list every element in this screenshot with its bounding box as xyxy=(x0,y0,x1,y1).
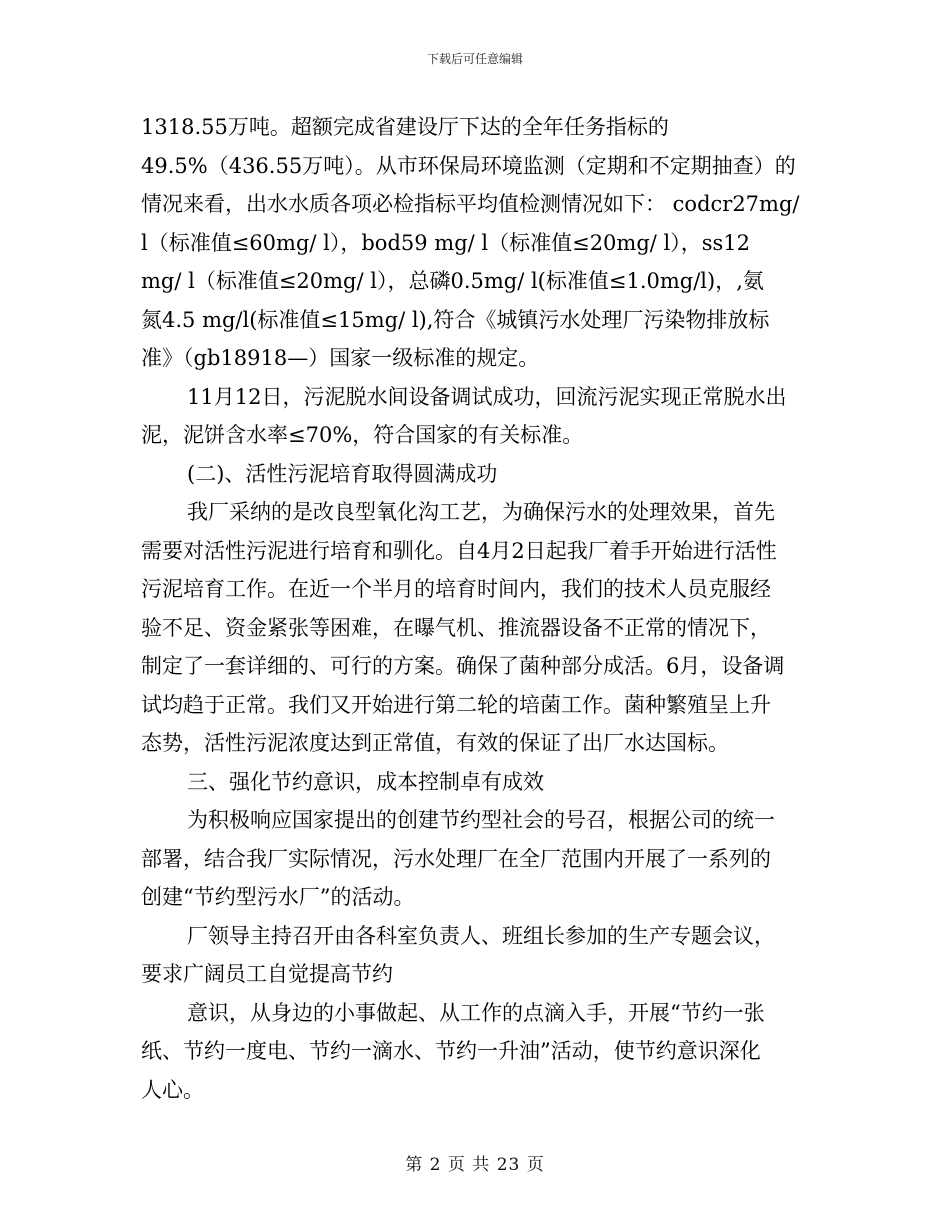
text-line: 纸、节约一度电、节约一滴水、节约一升油”活动，使节约意识深化 xyxy=(141,1039,761,1063)
text-line: 准》（gb18918—）国家一级标准的规定。 xyxy=(141,346,540,370)
text-line: 为积极响应国家提出的创建节约型社会的号召，根据公司的统一 xyxy=(187,808,775,832)
text-line: mg/ l（标准值≤20mg/ l），总磷0.5mg/ l(标准值≤1.0mg/l)，,氨 xyxy=(141,269,764,293)
text-line: 11月12日，污泥脱水间设备调试成功，回流污泥实现正常脱水出 xyxy=(187,384,787,409)
text-line: 厂领导主持召开由各科室负责人、班组长参加的生产专题会议， xyxy=(187,923,775,948)
text-line: 态势，活性污泥浓度达到正常值，有效的保证了出厂水达国标。 xyxy=(141,731,729,755)
text-line: 试均趋于正常。我们又开始进行第二轮的培菌工作。菌种繁殖呈上升 xyxy=(141,692,771,717)
page-header: 下载后可任意编辑 xyxy=(426,52,523,66)
text-line: 制定了一套详细的、可行的方案。确保了菌种部分成活。6月，设备调 xyxy=(141,654,785,678)
text-line: 污泥培育工作。在近一个半月的培育时间内，我们的技术人员克服经 xyxy=(141,577,771,601)
text-line: 要求广阔员工自觉提高节约 xyxy=(141,962,393,986)
text-line: 验不足、资金紧张等困难，在曝气机、推流器设备不正常的情况下， xyxy=(141,615,771,640)
text-line: 1318.55万吨。超额完成省建设厅下达的全年任务指标的 xyxy=(141,115,669,139)
text-line: 部署，结合我厂实际情况，污水处理厂在全厂范围内开展了一系列的 xyxy=(141,846,771,871)
text-line: 三、强化节约意识，成本控制卓有成效 xyxy=(187,769,544,794)
text-line: 人心。 xyxy=(141,1077,204,1102)
text-line: 意识，从身边的小事做起、从工作的点滴入手，开展“节约一张 xyxy=(187,1000,765,1025)
text-line: 创建“节约型污水厂”的活动。 xyxy=(141,885,415,909)
text-line: 氮4.5 mg/l(标准值≤15mg/ l),符合《城镇污水处理厂污染物排放标 xyxy=(141,307,770,332)
text-line: 泥，泥饼含水率≤70%，符合国家的有关标准。 xyxy=(141,423,584,447)
text-line: 我厂采纳的是改良型氧化沟工艺，为确保污水的处理效果，首先 xyxy=(187,500,775,524)
text-line: 情况来看，出水水质各项必检指标平均值检测情况如下： codcr27mg/ xyxy=(141,192,800,216)
text-line: 49.5%（436.55万吨）。从市环保局环境监测（定期和不定期抽查）的 xyxy=(141,153,796,178)
page-footer: 第 2 页 共 23 页 xyxy=(405,1155,545,1175)
text-line: l（标准值≤60mg/ l），bod59 mg/ l（标准值≤20mg/ l），ss12 xyxy=(141,230,751,255)
text-line: (二)、活性污泥培育取得圆满成功 xyxy=(187,461,498,486)
text-line: 需要对活性污泥进行培育和驯化。自4月2日起我厂着手开始进行活性 xyxy=(141,538,777,563)
document-body xyxy=(141,108,815,1109)
